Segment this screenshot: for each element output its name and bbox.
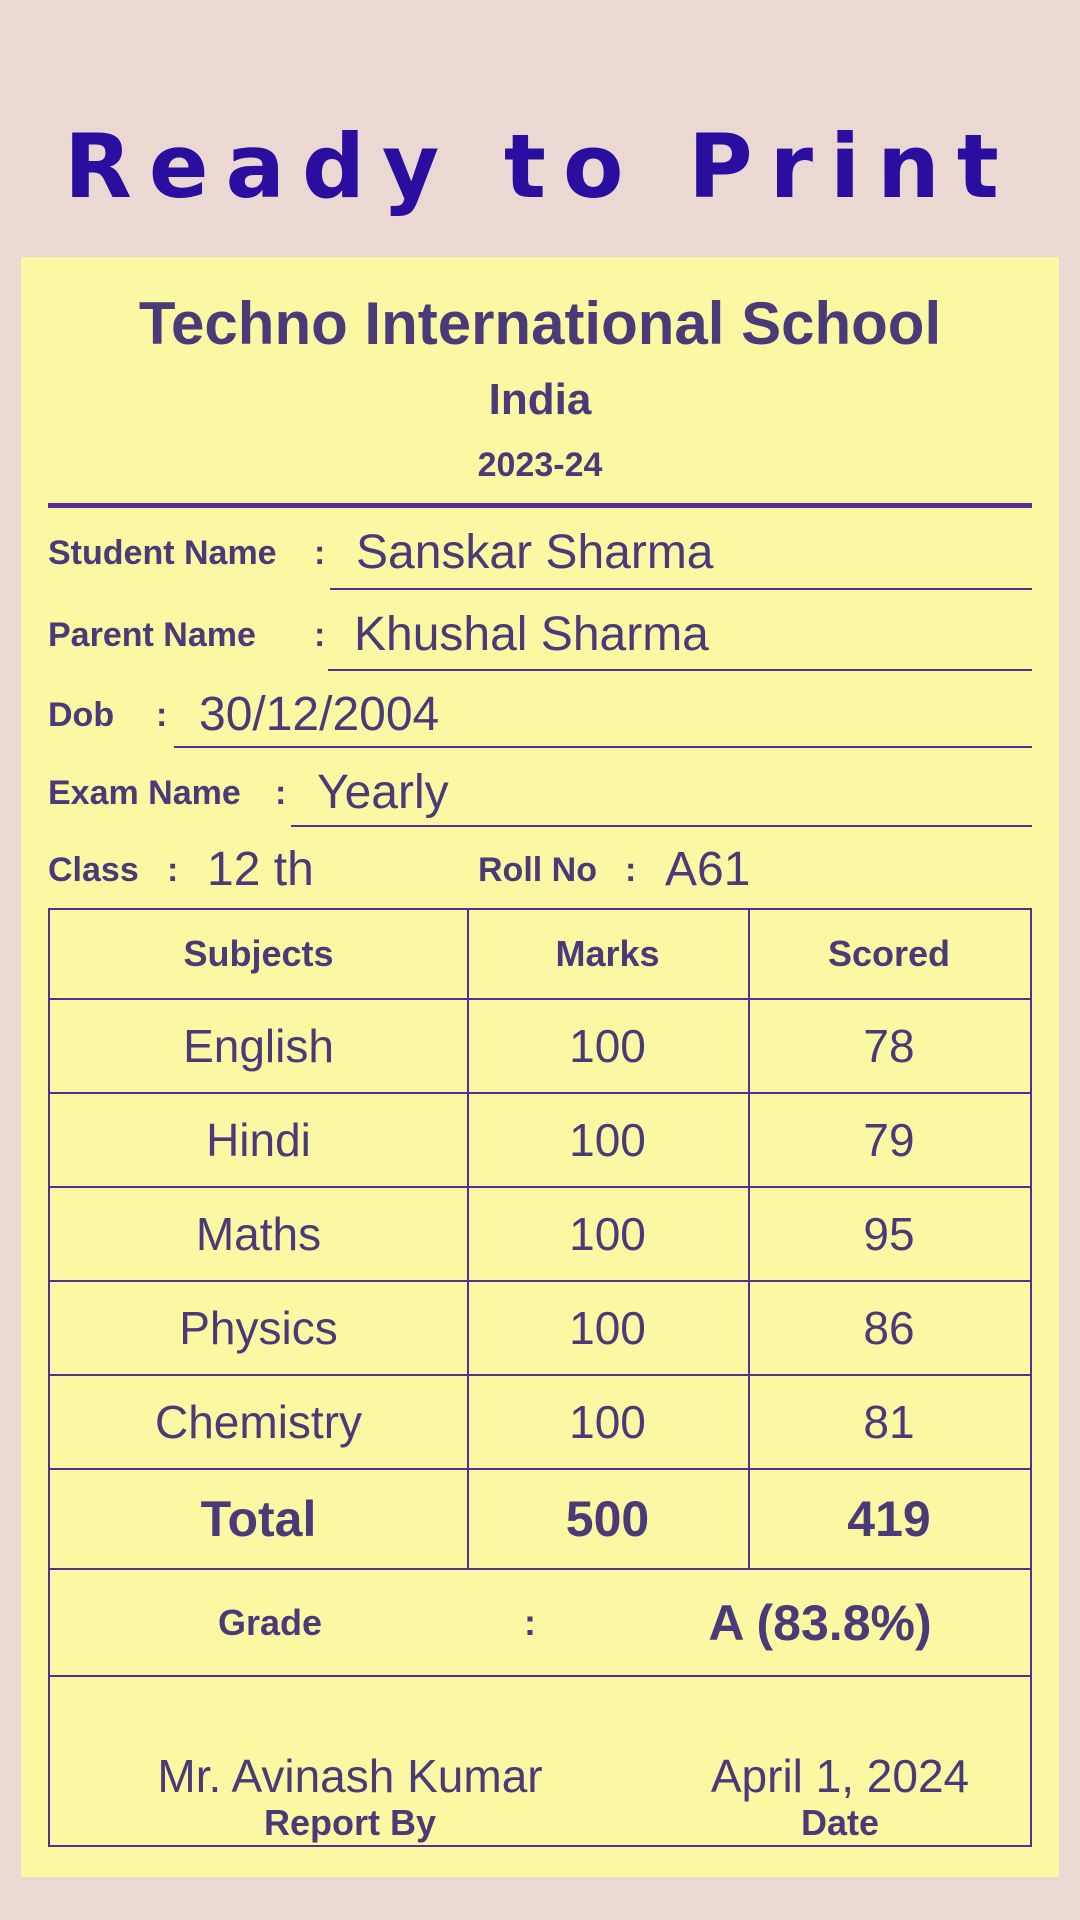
dob-value: 30/12/2004: [199, 688, 440, 741]
student-name-value: Sanskar Sharma: [356, 526, 714, 579]
class-label: Class: [48, 851, 139, 889]
dob-colon: :: [156, 696, 168, 734]
parent-name-underline: [328, 669, 1032, 671]
reporter-label: Report By: [263, 1802, 437, 1843]
total-scored: 419: [847, 1491, 931, 1547]
roll-no-label: Roll No: [478, 851, 597, 889]
scored-cell: 79: [863, 1114, 915, 1166]
subject-cell: Hindi: [206, 1114, 311, 1166]
class-colon: :: [167, 851, 179, 889]
scored-cell: 78: [863, 1020, 915, 1072]
parent-name-colon: :: [314, 616, 326, 654]
report-date: April 1, 2024: [710, 1750, 970, 1802]
subject-cell: English: [183, 1020, 334, 1072]
academic-session: 2023-24: [477, 446, 603, 484]
class-value: 12 th: [207, 843, 314, 896]
student-name-colon: :: [314, 534, 326, 572]
reporter-name: Mr. Avinash Kumar: [157, 1750, 543, 1802]
marks-cell: 100: [569, 1020, 646, 1072]
student-name-underline: [330, 588, 1032, 590]
parent-name-value: Khushal Sharma: [354, 608, 709, 661]
header-subjects: Subjects: [183, 933, 334, 974]
marks-cell: 100: [569, 1302, 646, 1354]
subject-cell: Maths: [195, 1208, 322, 1260]
scored-cell: 81: [863, 1396, 915, 1448]
dob-underline: [174, 746, 1032, 748]
roll-no-colon: :: [625, 851, 637, 889]
header-marks: Marks: [555, 933, 660, 974]
scored-cell: 95: [863, 1208, 915, 1260]
marks-cell: 100: [569, 1114, 646, 1166]
page-title: Ready to Print: [64, 115, 1016, 218]
total-label: Total: [200, 1491, 317, 1547]
grade-colon: :: [524, 1601, 536, 1643]
subject-cell: Physics: [179, 1302, 338, 1354]
roll-no-value: A61: [665, 843, 751, 896]
dob-label: Dob: [48, 696, 115, 734]
grade-value: A (83.8%): [708, 1594, 932, 1651]
marks-table: [48, 908, 1032, 1847]
parent-name-label: Parent Name: [48, 616, 256, 654]
scored-cell: 86: [863, 1302, 915, 1354]
exam-name-value: Yearly: [317, 766, 449, 819]
school-country: India: [488, 375, 592, 424]
exam-name-underline: [291, 825, 1032, 827]
total-marks: 500: [565, 1491, 650, 1547]
exam-name-label: Exam Name: [48, 774, 241, 812]
header-scored: Scored: [827, 933, 951, 974]
marks-cell: 100: [569, 1208, 646, 1260]
header-divider: [48, 503, 1032, 508]
exam-name-colon: :: [275, 774, 287, 812]
school-name: Techno International School: [138, 290, 942, 357]
report-card: [21, 257, 1059, 1877]
subject-cell: Chemistry: [154, 1396, 363, 1448]
date-label: Date: [800, 1802, 880, 1843]
student-name-label: Student Name: [48, 534, 277, 572]
row-divider: [50, 1675, 1030, 1677]
grade-label: Grade: [217, 1601, 323, 1643]
marks-cell: 100: [569, 1396, 646, 1448]
